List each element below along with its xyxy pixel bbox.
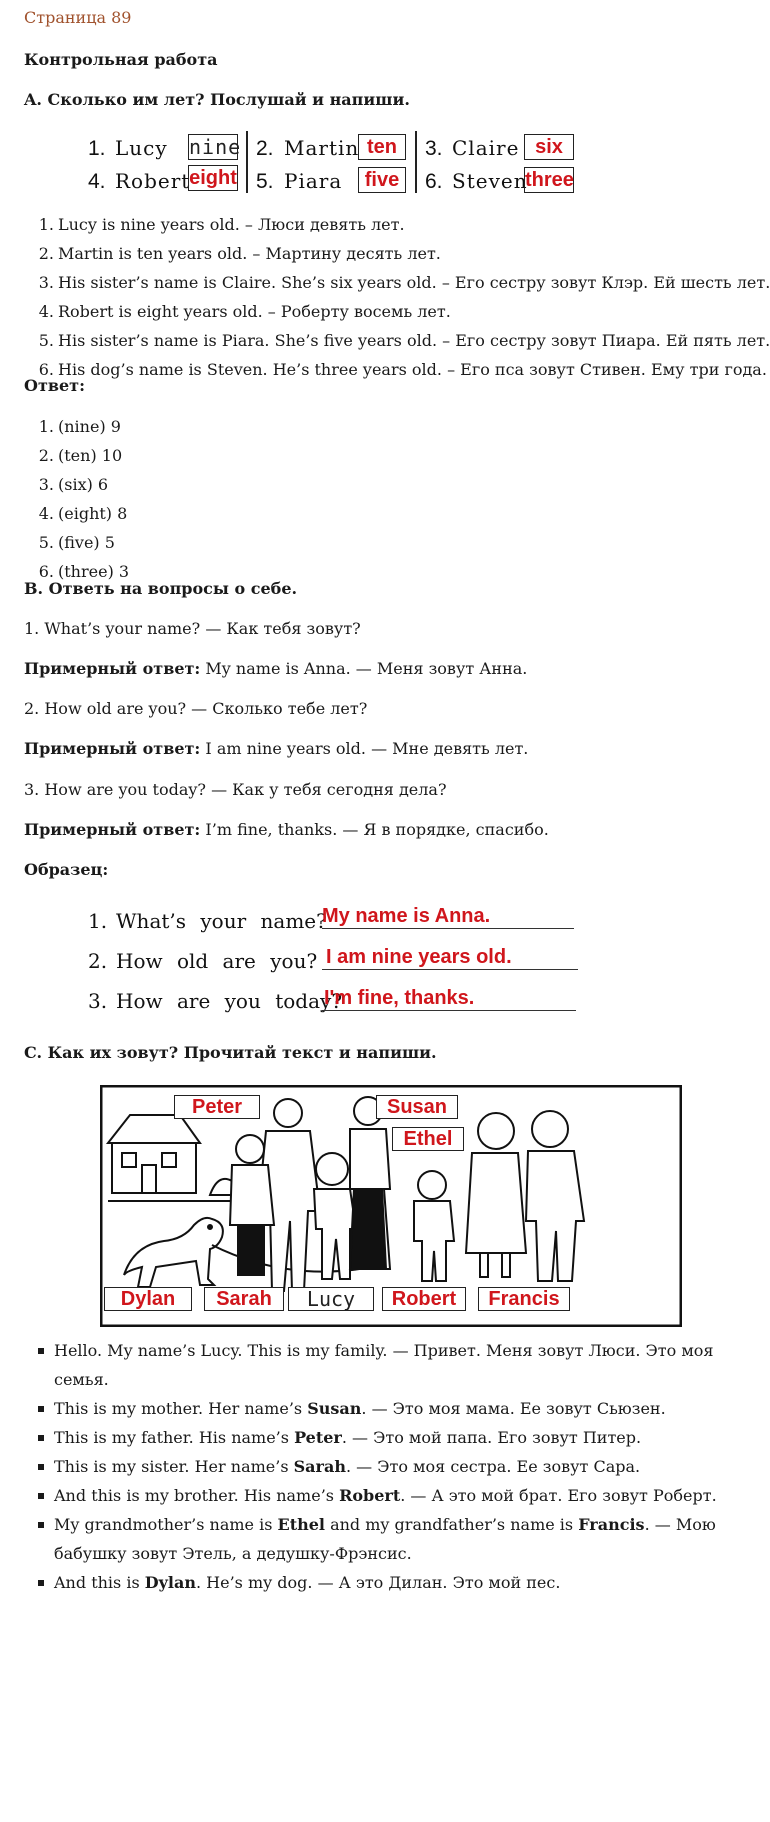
sample-question: How are you today? <box>116 989 343 1013</box>
answer-box: eight <box>189 167 237 189</box>
list-item: And this is my brother. His name’s Robert. — А это мой брат. Его зовут Роберт. <box>24 1481 724 1510</box>
label-francis: Francis <box>478 1287 570 1311</box>
label-lucy: Lucy <box>288 1287 374 1311</box>
worksheet-name: Martin <box>284 136 360 160</box>
list-item: 2. (ten) 10 <box>38 446 123 465</box>
sample-answer-line: My name is Anna. <box>322 906 574 929</box>
family-bullets <box>24 1336 724 1597</box>
sample-answer-line: I am nine years old. <box>322 947 578 970</box>
family-illustration <box>100 1085 682 1327</box>
list-item: 6. (three) 3 <box>38 562 130 581</box>
list-item: 3. (six) 6 <box>38 475 109 494</box>
answer-box: ten <box>358 134 406 160</box>
worksheet-name: Claire <box>452 136 520 160</box>
answer-box: three <box>525 169 574 191</box>
sample-num: 1. <box>88 909 108 933</box>
label-ethel: Ethel <box>392 1127 464 1151</box>
list-item: This is my mother. Her name’s Susan. — Это моя мама. Ее зовут Сьюзен. <box>24 1394 724 1423</box>
worksheet-num: 6. <box>425 170 443 193</box>
sample-num: 2. <box>88 949 108 973</box>
question-1: 1. What’s your name? — Как тебя зовут? <box>24 619 361 638</box>
answers-list <box>24 412 129 586</box>
question-3: 3. How are you today? — Как у тебя сегодня дела? <box>24 780 447 799</box>
list-item: 4. Robert is eight years old. – Роберту восемь лет. <box>38 302 451 321</box>
list-item: And this is Dylan. He’s my dog. — А это Дилан. Это мой пес. <box>24 1568 724 1597</box>
list-item: This is my father. His name’s Peter. — Это мой папа. Его зовут Питер. <box>24 1423 724 1452</box>
worksheet-num: 4. <box>88 170 106 193</box>
sample-question: What’s your name? <box>116 909 327 933</box>
list-item: This is my sister. Her name’s Sarah. — Это моя сестра. Ее зовут Сара. <box>24 1452 724 1481</box>
list-item: 3. His sister’s name is Claire. She’s six years old. – Его сестру зовут Клэр. Ей шесть лет. <box>38 273 770 292</box>
worksheet-num: 2. <box>256 137 274 160</box>
list-item: 1. Lucy is nine years old. – Люси девять лет. <box>38 215 405 234</box>
sample-question: How old are you? <box>116 949 318 973</box>
worksheet-name: Piara <box>284 169 343 193</box>
sample-num: 3. <box>88 989 108 1013</box>
label-robert: Robert <box>382 1287 466 1311</box>
list-item: My grandmother’s name is Ethel and my grandfather’s name is Francis. — Мою бабушку зовут Этель, а дедушку-Фрэнсис. <box>24 1510 724 1568</box>
worksheet-name: Steven <box>452 169 528 193</box>
section-c-heading: C. Как их зовут? Прочитай текст и напиши. <box>24 1043 437 1062</box>
sample-heading: Образец: <box>24 860 109 879</box>
page-link[interactable]: Страница 89 <box>24 8 132 27</box>
list-item: 5. (five) 5 <box>38 533 115 552</box>
answer-box: six <box>524 134 574 160</box>
worksheet-num: 1. <box>88 137 106 160</box>
list-item: 4. (eight) 8 <box>38 504 128 523</box>
page-title: Контрольная работа <box>24 50 218 69</box>
label-peter: Peter <box>174 1095 260 1119</box>
column-divider <box>415 131 417 193</box>
sample-answer-1: Примерный ответ: My name is Anna. — Меня зовут Анна. <box>24 659 528 678</box>
worksheet-name: Robert <box>115 169 191 193</box>
section-a-heading: A. Сколько им лет? Послушай и напиши. <box>24 90 410 109</box>
list-item: 6. His dog’s name is Steven. He’s three years old. – Его пса зовут Стивен. Ему три года. <box>38 360 767 379</box>
label-sarah: Sarah <box>204 1287 284 1311</box>
list-item: 1. (nine) 9 <box>38 417 121 436</box>
section-b-heading: B. Ответь на вопросы о себе. <box>24 579 298 598</box>
sentences-list <box>24 210 770 384</box>
label-dylan: Dylan <box>104 1287 192 1311</box>
sample-answer-line: I'm fine, thanks. <box>322 988 576 1011</box>
worksheet-num: 3. <box>425 137 443 160</box>
column-divider <box>246 131 248 193</box>
answer-box: nine <box>189 135 242 159</box>
list-item: Hello. My name’s Lucy. This is my family. — Привет. Меня зовут Люси. Это моя семья. <box>24 1336 724 1394</box>
question-2: 2. How old are you? — Сколько тебе лет? <box>24 699 368 718</box>
worksheet-name: Lucy <box>115 136 168 160</box>
list-item: 2. Martin is ten years old. – Мартину десять лет. <box>38 244 441 263</box>
sample-answer-2: Примерный ответ: I am nine years old. — Мне девять лет. <box>24 739 529 758</box>
answer-heading: Ответ: <box>24 376 85 395</box>
worksheet-num: 5. <box>256 170 274 193</box>
answer-box: five <box>358 167 406 193</box>
sample-answer-3: Примерный ответ: I’m fine, thanks. — Я в порядке, спасибо. <box>24 820 549 839</box>
label-susan: Susan <box>376 1095 458 1119</box>
list-item: 5. His sister’s name is Piara. She’s five years old. – Его сестру зовут Пиара. Ей пять лет. <box>38 331 770 350</box>
